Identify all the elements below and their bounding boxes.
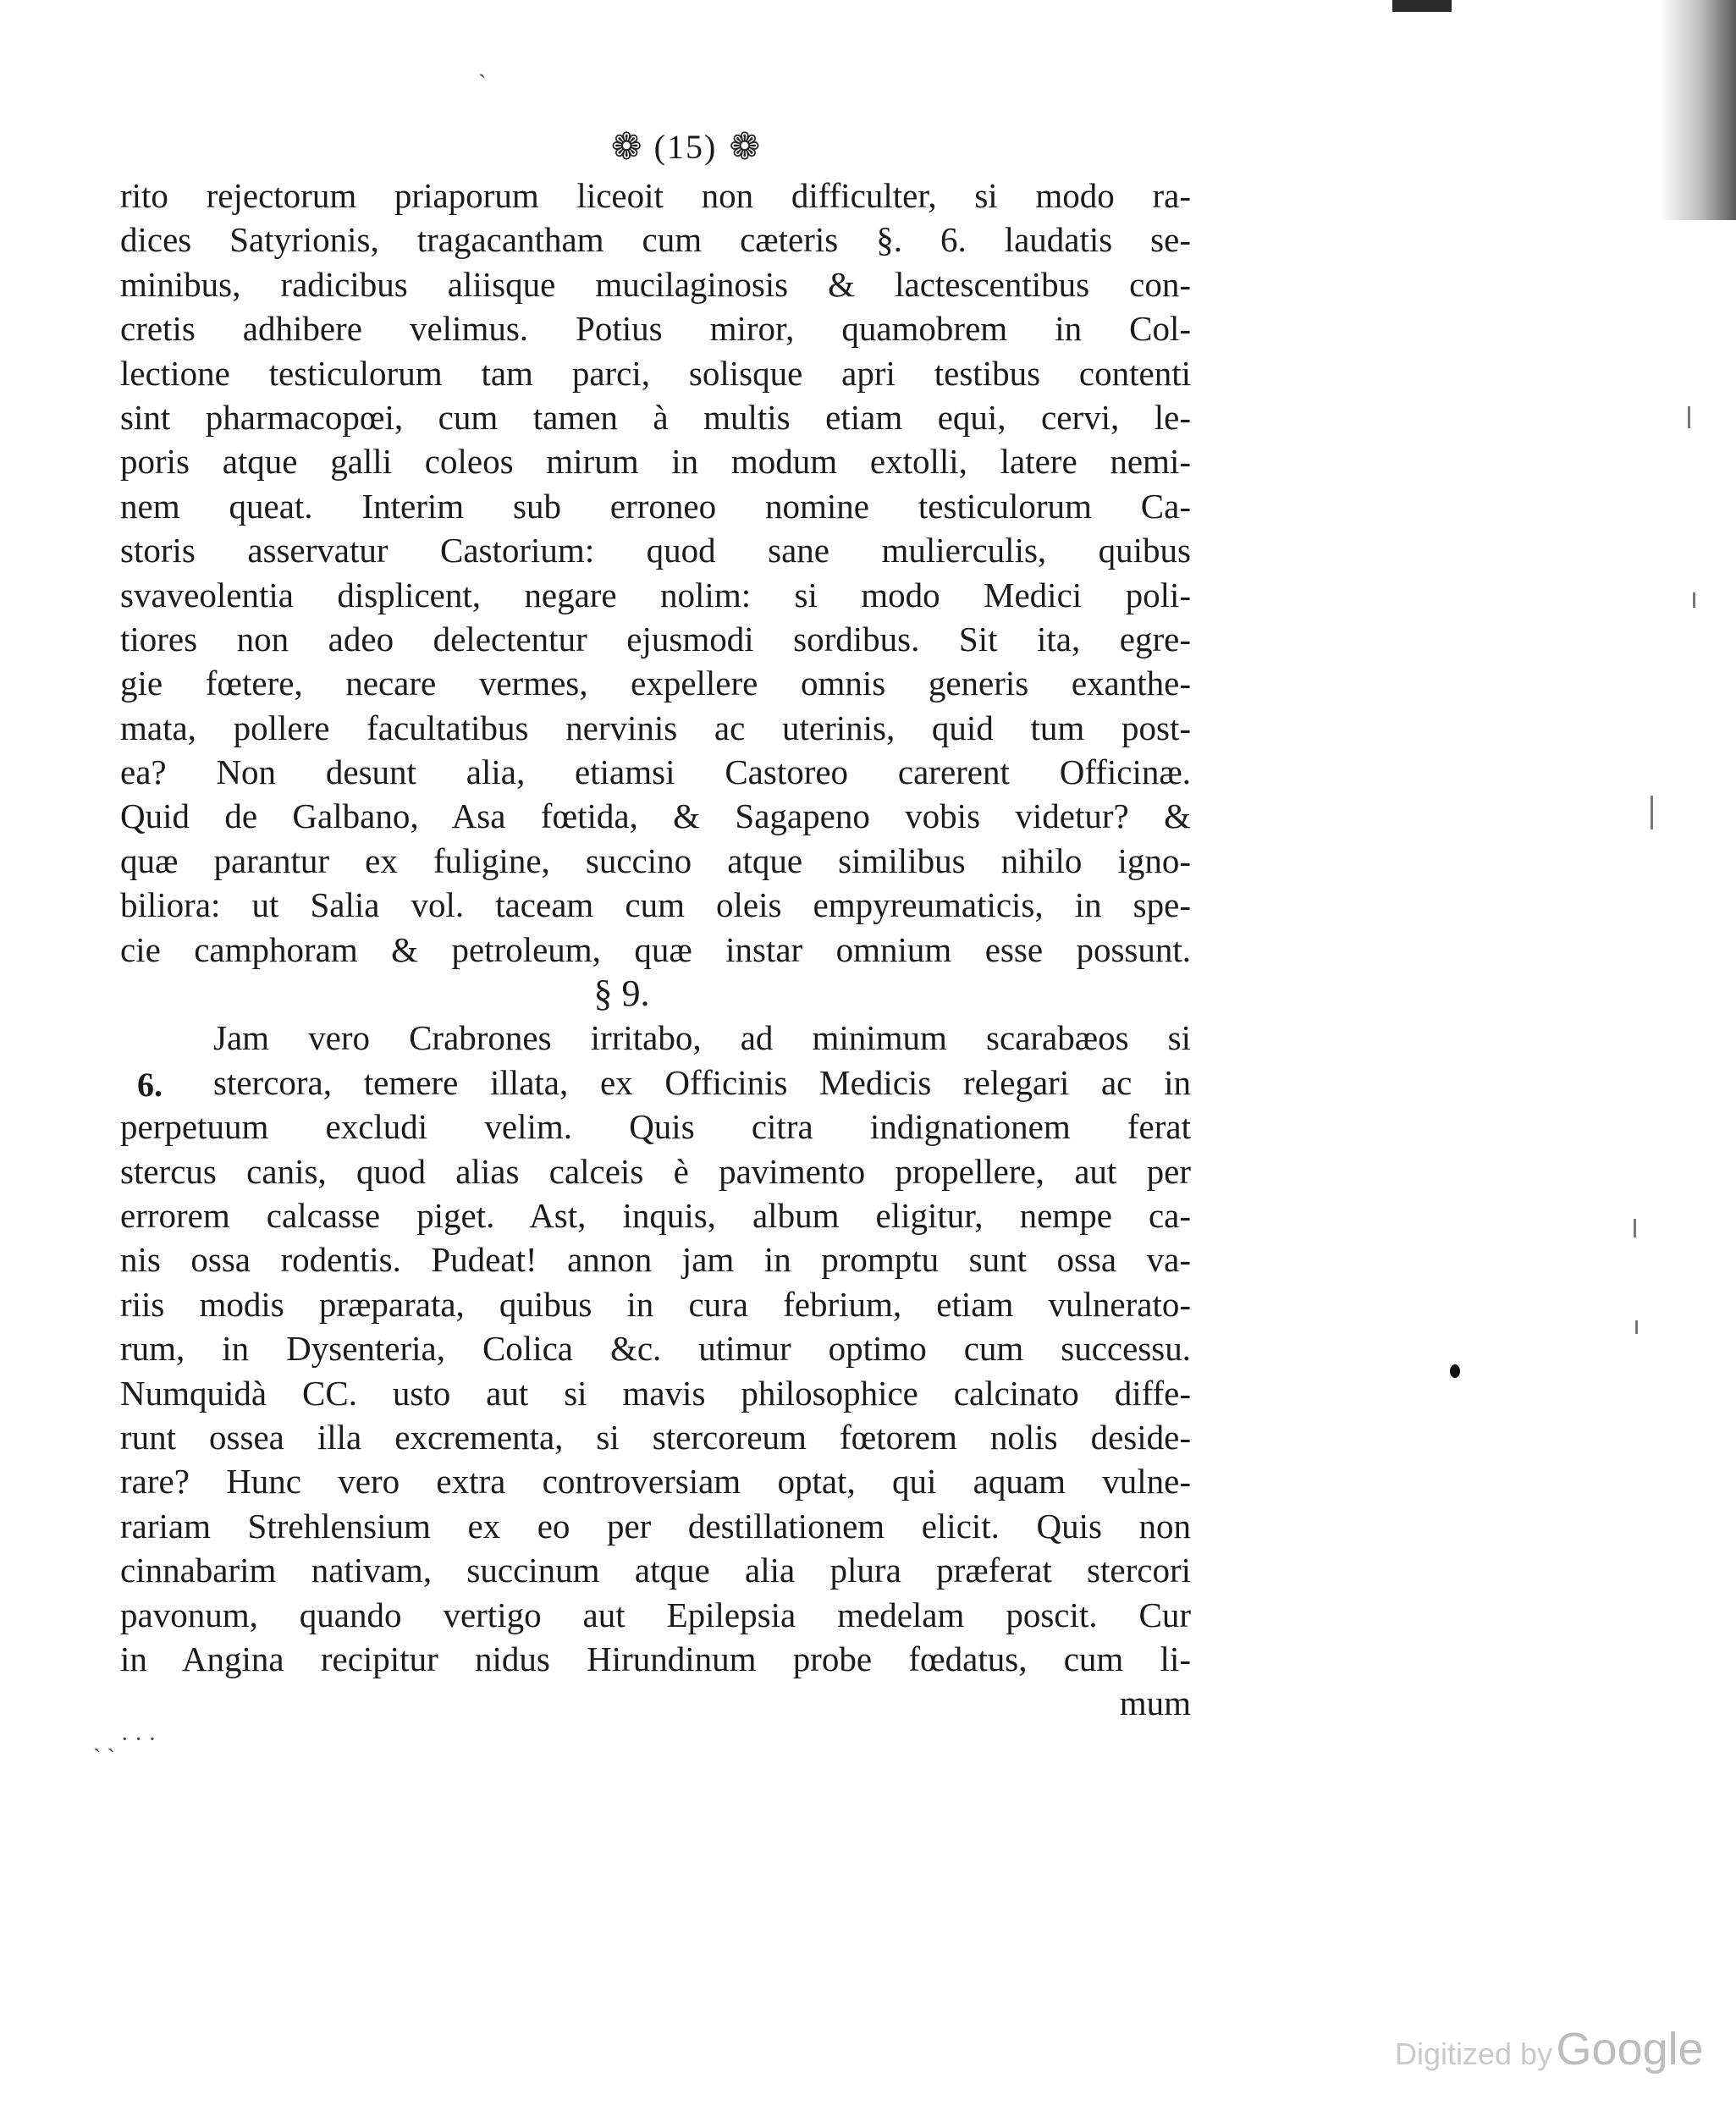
text-line: pavonum, quando vertigo aut Epilepsia medelam poscit. Cur [120,1595,1191,1634]
stray-mark: ˏ ˎ · · · [93,1727,157,1753]
text-line: runt ossea illa excrementa, si stercoreum fœtorem nolis deside- [120,1417,1191,1457]
ornament-right-icon: ❁ [729,125,761,168]
text-line: storis asservatur Castorium: quod sane mulierculis, quibus [120,531,1191,570]
digitized-watermark [1395,2023,1704,2075]
text-line: quæ parantur ex fuligine, succino atque similibus nihilo igno- [120,840,1191,880]
text-line: riis modis præparata, quibus in cura febrium, etiam vulnerato- [120,1284,1191,1324]
edge-speck [1651,796,1653,829]
ornament-left-icon: ❁ [610,125,642,168]
page-edge-shadow [1660,0,1736,220]
text-line: cinnabarim nativam, succinum atque alia plura præferat stercori [120,1551,1191,1590]
edge-speck [1693,592,1695,608]
text-line: cie camphoram & petroleum, quæ instar omnium esse possunt. [120,929,1191,969]
watermark-brand: Google [1556,2024,1704,2075]
text-line: gie fœtere, necare vermes, expellere omnis generis exanthe- [120,664,1191,703]
text-line: tiores non adeo delectentur ejusmodi sordibus. Sit ita, egre- [120,619,1191,658]
margin-note: 6. [137,1066,163,1104]
text-line: nis ossa rodentis. Pudeat! annon jam in promptu sunt ossa va- [120,1240,1191,1280]
text-line: dices Satyrionis, tragacantham cum cæteris §. 6. laudatis se- [120,220,1191,260]
edge-speck [1635,1320,1638,1334]
ink-smudge [1392,0,1452,12]
text-line: nem queat. Interim sub erroneo nomine testiculorum Ca- [120,486,1191,526]
stray-mark: ˏ [478,52,487,79]
text-line: minibus, radicibus aliisque mucilaginosis & lactescentibus con- [120,264,1191,304]
edge-speck [1634,1219,1636,1237]
text-line: rare? Hunc vero extra controversiam optat, qui aquam vulne- [120,1462,1191,1502]
text-line: svaveolentia displicent, negare nolim: si modo Medici poli- [120,575,1191,614]
text-line: stercus canis, quod alias calceis è pavimento propellere, aut per [120,1151,1191,1191]
text-line: cretis adhibere velimus. Potius miror, quamobrem in Col- [120,309,1191,349]
catchword: mum [1119,1683,1191,1723]
page-header [584,125,787,168]
text-line: errorem calcasse piget. Ast, inquis, album eligitur, nempe ca- [120,1195,1191,1235]
text-line: perpetuum excludi velim. Quis citra indignationem ferat [120,1107,1191,1147]
text-line: Quid de Galbano, Asa fœtida, & Sagapeno vobis videtur? & [120,796,1191,836]
section-heading: § 9. [593,973,650,1015]
watermark-prefix: Digitized by [1395,2036,1553,2071]
text-line: rum, in Dysenteria, Colica &c. utimur optimo cum successu. [120,1329,1191,1369]
ink-dot [1450,1364,1460,1378]
text-line: Numquidà CC. usto aut si mavis philosophice calcinato diffe- [120,1373,1191,1413]
page-number: (15) [653,127,718,166]
text-line: rariam Strehlensium ex eo per destillationem elicit. Quis non [120,1506,1191,1546]
edge-speck [1688,406,1690,428]
text-line: mata, pollere facultatibus nervinis ac uterinis, quid tum post- [120,708,1191,747]
text-line: ea? Non desunt alia, etiamsi Castoreo carerent Officinæ. [120,752,1191,792]
text-line: poris atque galli coleos mirum in modum extolli, latere nemi- [120,442,1191,482]
text-line: Jam vero Crabrones irritabo, ad minimum scarabæos si [213,1018,1191,1058]
text-line: sint pharmacopœi, cum tamen à multis etiam equi, cervi, le- [120,397,1191,437]
text-line: stercora, temere illata, ex Officinis Medicis relegari ac in [213,1062,1191,1102]
paragraph-2 [120,1016,1191,1681]
text-line: lectione testiculorum tam parci, solisque apri testibus contenti [120,353,1191,393]
text-body [120,174,1191,1726]
text-line: in Angina recipitur nidus Hirundinum probe fœdatus, cum li- [120,1639,1191,1678]
text-line: rito rejectorum priaporum liceoit non difficulter, si modo ra- [120,176,1191,215]
paragraph-1 [120,174,1191,972]
text-line: biliora: ut Salia vol. taceam cum oleis empyreumaticis, in spe- [120,885,1191,925]
